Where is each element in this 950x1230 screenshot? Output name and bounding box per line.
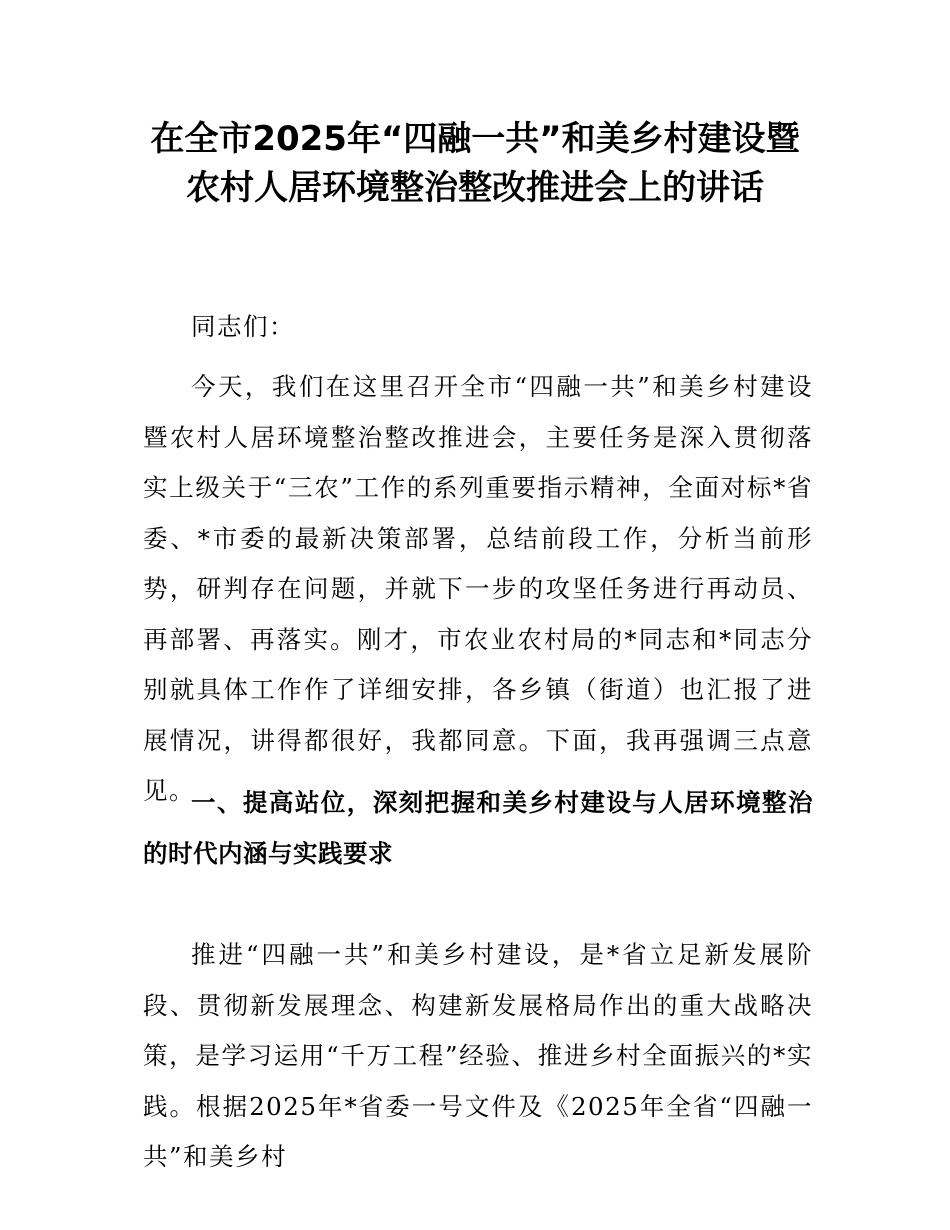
paragraph-section-1: 推进“四融一共”和美乡村建设，是*省立足新发展阶段、贯彻新发展理念、构建新发展格局作出的重大战略决策，是学习运用“千万工程”经验、推进乡村全面振兴的*实践。根据2025年*省委一号文件及《2025年全省“四融一共”和美乡村: [143, 940, 813, 1171]
document-title-line-2: 农村人居环境整治整改推进会上的讲话: [186, 168, 764, 208]
paragraph-opening: 今天，我们在这里召开全市“四融一共”和美乡村建设暨农村人居环境整治整改推进会，主要任务是深入贯彻落实上级关于“三农”工作的系列重要指示精神，全面对标*省委、*市委的最新决策部署，总结前段工作，分析当前形势，研判存在问题，并就下一步的攻坚任务进行再动员、再部署、再落实。刚才，市农业农村局的*同志和*同志分别就具体工作作了详细安排，各乡镇（街道）也汇报了进展情况，讲得都很好，我都同意。下面，我再强调三点意见。: [143, 372, 813, 805]
section-heading-1: 一、提高站位，深刻把握和美乡村建设与人居环境整治的时代内涵与实践要求: [143, 788, 813, 868]
greeting: 同志们：: [191, 312, 295, 341]
document-title-line-1: 在全市2025年“四融一共”和美乡村建设暨: [150, 119, 800, 159]
